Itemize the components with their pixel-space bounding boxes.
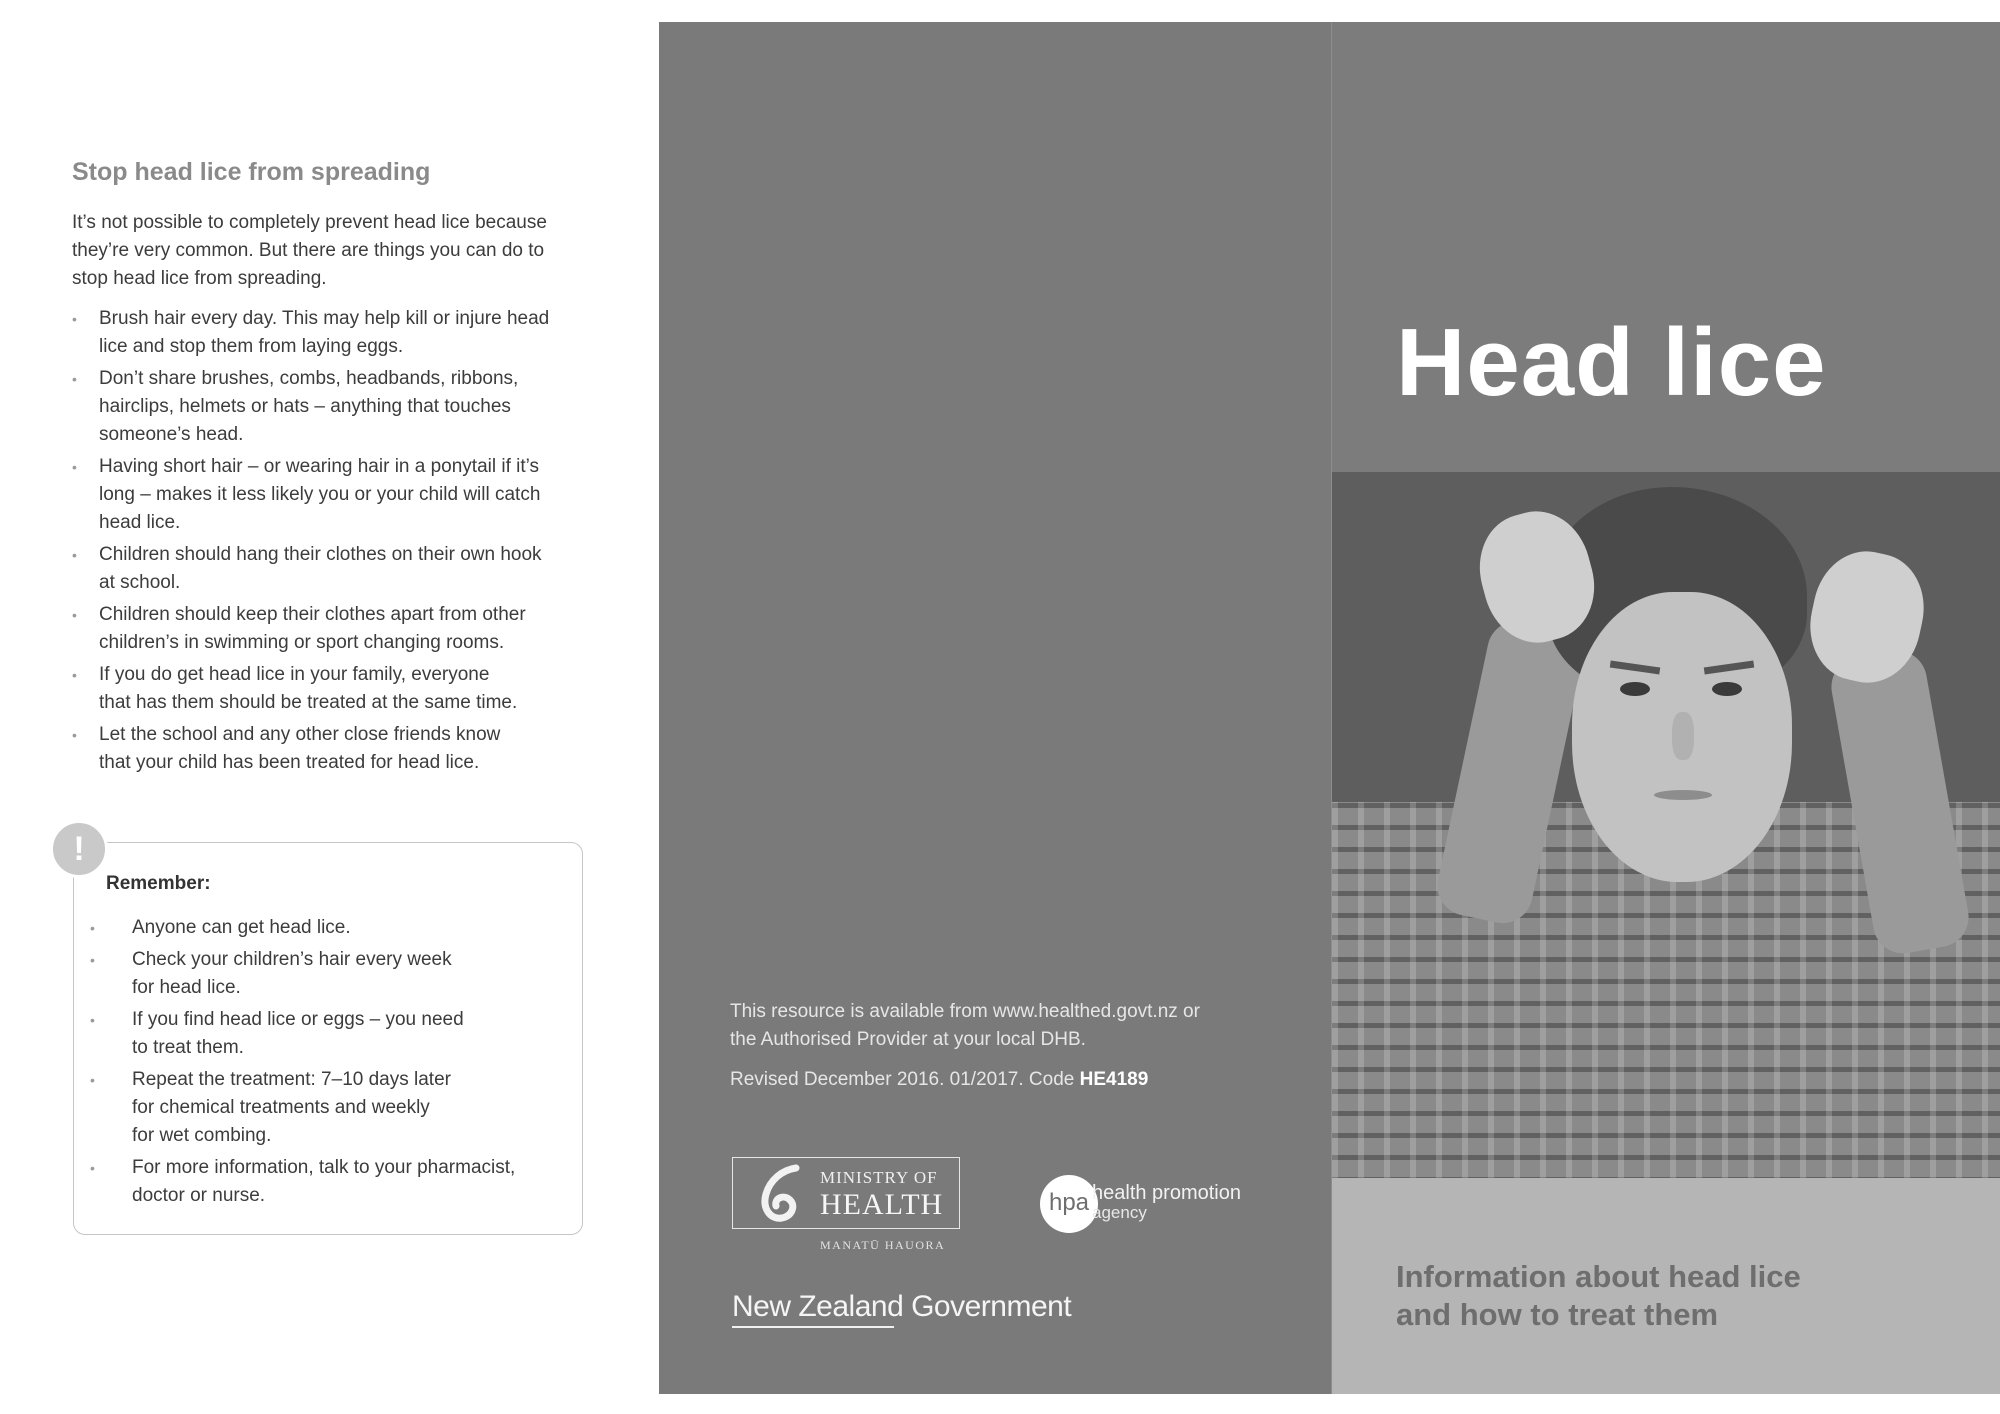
line: hairclips, helmets or hats – anything that touches — [99, 396, 511, 417]
remember-title: Remember: — [106, 873, 211, 894]
prevention-list — [72, 305, 602, 777]
line: head lice. — [99, 512, 181, 533]
bullet-icon: • — [90, 1072, 95, 1088]
nz-government-logo: New Zealand Government — [732, 1290, 1072, 1323]
line: Children should hang their clothes on their own hook — [99, 544, 542, 565]
line: someone’s head. — [99, 424, 244, 445]
bullet-icon: • — [90, 1160, 95, 1176]
right-eye — [1712, 682, 1742, 696]
fold-line — [1331, 22, 1332, 1394]
cover-title: Head lice — [1396, 309, 1827, 416]
line: for wet combing. — [132, 1125, 272, 1146]
left-eye — [1620, 682, 1650, 696]
list-item — [72, 661, 602, 717]
revision-text — [730, 1066, 1290, 1094]
line: Having short hair – or wearing hair in a ponytail if it’s — [99, 456, 540, 477]
section-heading: Stop head lice from spreading — [72, 158, 431, 186]
line: This resource is available from www.healthed.govt.nz or — [730, 1001, 1200, 1022]
line: Don’t share brushes, combs, headbands, ribbons, — [99, 368, 519, 389]
koru-icon — [752, 1162, 810, 1224]
list-item — [72, 721, 602, 777]
intro-line: they’re very common. But there are things you can do to — [72, 240, 545, 261]
intro-line: stop head lice from spreading. — [72, 268, 327, 289]
line: lice and stop them from laying eggs. — [99, 336, 404, 357]
bullet-icon: • — [90, 1012, 95, 1028]
line: doctor or nurse. — [132, 1185, 266, 1206]
line: Let the school and any other close friends know — [99, 724, 501, 745]
bullet-icon: • — [72, 667, 77, 683]
mouth — [1654, 790, 1712, 800]
exclamation-icon: ! — [50, 820, 108, 878]
bullet-icon: • — [72, 547, 77, 563]
list-item — [72, 453, 602, 537]
list-item — [72, 365, 602, 449]
moh-maori-name: MANATŪ HAUORA — [820, 1238, 946, 1252]
revised-prefix: Revised December 2016. 01/2017. Code — [730, 1069, 1080, 1090]
line: and how to treat them — [1396, 1297, 1719, 1332]
line: Children should keep their clothes apart from other — [99, 604, 526, 625]
bullet-icon: • — [72, 371, 77, 387]
bullet-icon: • — [72, 459, 77, 475]
hpa-line-2: agency — [1092, 1203, 1147, 1222]
line: for head lice. — [132, 977, 241, 998]
moh-line-2: HEALTH — [820, 1188, 944, 1221]
line: for chemical treatments and weekly — [132, 1097, 430, 1118]
remember-list — [90, 914, 560, 1214]
cover-subtitle — [1396, 1258, 1916, 1334]
hpa-logo-icon: hpa — [1040, 1175, 1098, 1233]
nz-government-underline — [732, 1326, 894, 1328]
line: Information about head lice — [1396, 1259, 1801, 1294]
line: Repeat the treatment: 7–10 days later — [132, 1069, 451, 1090]
list-item — [90, 946, 560, 1002]
intro-line: It’s not possible to completely prevent head lice because — [72, 212, 547, 233]
line: children’s in swimming or sport changing rooms. — [99, 632, 505, 653]
list-item — [72, 305, 602, 361]
bullet-icon: • — [72, 311, 77, 327]
intro-paragraph — [72, 209, 602, 293]
moh-line-1: MINISTRY OF — [820, 1168, 938, 1187]
line: to treat them. — [132, 1037, 244, 1058]
cover-photo — [1332, 472, 2000, 1178]
line: at school. — [99, 572, 181, 593]
list-item — [72, 601, 602, 657]
line: that has them should be treated at the same time. — [99, 692, 518, 713]
bullet-icon: • — [72, 727, 77, 743]
bullet-icon: • — [90, 952, 95, 968]
list-item — [90, 1066, 560, 1150]
line: Brush hair every day. This may help kill or injure head — [99, 308, 550, 329]
list-item — [90, 914, 560, 942]
list-item — [90, 1154, 560, 1210]
line: Check your children’s hair every week — [132, 949, 452, 970]
left-panel — [72, 150, 602, 781]
list-item — [72, 541, 602, 597]
line: If you do get head lice in your family, everyone — [99, 664, 490, 685]
line: Anyone can get head lice. — [132, 917, 351, 938]
nose — [1672, 712, 1694, 760]
hpa-line-1: health promotion — [1092, 1182, 1241, 1204]
line: that your child has been treated for head lice. — [99, 752, 480, 773]
list-item — [90, 1006, 560, 1062]
line: long – makes it less likely you or your child will catch — [99, 484, 541, 505]
bullet-icon: • — [90, 920, 95, 936]
line: If you find head lice or eggs – you need — [132, 1009, 464, 1030]
bullet-icon: • — [72, 607, 77, 623]
line: For more information, talk to your pharmacist, — [132, 1157, 516, 1178]
line: the Authorised Provider at your local DHB. — [730, 1029, 1086, 1050]
product-code: HE4189 — [1079, 1069, 1149, 1090]
availability-text — [730, 998, 1290, 1054]
